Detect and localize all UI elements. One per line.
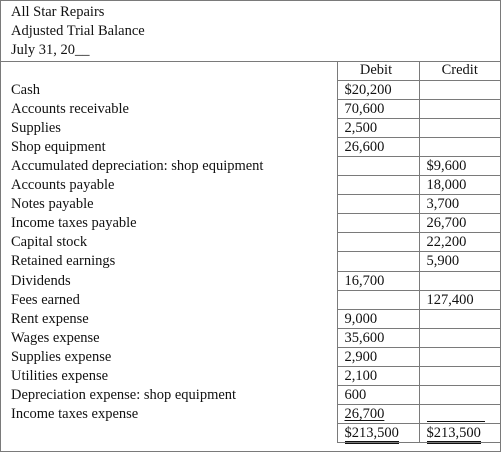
credit-amount: 26,700 bbox=[419, 214, 500, 233]
table-row bbox=[1, 214, 500, 233]
account-name: Notes payable bbox=[1, 195, 337, 214]
credit-amount bbox=[419, 405, 500, 424]
credit-amount bbox=[419, 99, 500, 118]
debit-amount: $20,200 bbox=[337, 80, 419, 99]
debit-amount: 26,600 bbox=[337, 137, 419, 156]
debit-total-cell bbox=[337, 424, 419, 443]
table-row bbox=[1, 99, 500, 118]
table-row bbox=[1, 309, 500, 328]
credit-amount bbox=[419, 328, 500, 347]
table-row bbox=[1, 80, 500, 99]
credit-amount: $9,600 bbox=[419, 156, 500, 175]
credit-amount bbox=[419, 118, 500, 137]
table-row bbox=[1, 118, 500, 137]
debit-amount: 2,900 bbox=[337, 347, 419, 366]
account-column-header bbox=[1, 61, 337, 80]
debit-amount: 2,100 bbox=[337, 367, 419, 386]
account-name: Dividends bbox=[1, 271, 337, 290]
table-row bbox=[1, 195, 500, 214]
statement-title: Adjusted Trial Balance bbox=[11, 23, 145, 39]
debit-amount bbox=[337, 195, 419, 214]
credit-amount bbox=[419, 367, 500, 386]
credit-subtotal-rule bbox=[427, 409, 485, 422]
credit-amount: 18,000 bbox=[419, 176, 500, 195]
table-row bbox=[1, 386, 500, 405]
account-name: Accumulated depreciation: shop equipment bbox=[1, 156, 337, 175]
debit-amount: 70,600 bbox=[337, 99, 419, 118]
account-name: Utilities expense bbox=[1, 367, 337, 386]
table-row bbox=[1, 405, 500, 424]
account-name: Shop equipment bbox=[1, 137, 337, 156]
debit-amount bbox=[337, 176, 419, 195]
account-name: Wages expense bbox=[1, 328, 337, 347]
credit-amount bbox=[419, 137, 500, 156]
account-name: Cash bbox=[1, 80, 337, 99]
credit-amount: 3,700 bbox=[419, 195, 500, 214]
table-row bbox=[1, 233, 500, 252]
totals-label-cell bbox=[1, 424, 337, 443]
debit-amount bbox=[337, 290, 419, 309]
account-name: Rent expense bbox=[1, 309, 337, 328]
debit-amount: 9,000 bbox=[337, 309, 419, 328]
credit-amount: 5,900 bbox=[419, 252, 500, 271]
account-name: Income taxes payable bbox=[1, 214, 337, 233]
totals-row bbox=[1, 424, 500, 443]
debit-amount: 600 bbox=[337, 386, 419, 405]
table-row bbox=[1, 328, 500, 347]
debit-amount bbox=[337, 214, 419, 233]
credit-amount bbox=[419, 386, 500, 405]
table-row bbox=[1, 367, 500, 386]
trial-balance-table bbox=[1, 61, 500, 443]
statement-header bbox=[1, 1, 500, 62]
account-name: Accounts payable bbox=[1, 176, 337, 195]
account-name: Income taxes expense bbox=[1, 405, 337, 424]
credit-total: $213,500 bbox=[427, 425, 481, 444]
debit-column-header: Debit bbox=[337, 61, 419, 80]
account-name: Fees earned bbox=[1, 290, 337, 309]
credit-column-header: Credit bbox=[419, 61, 500, 80]
company-name: All Star Repairs bbox=[11, 4, 105, 20]
credit-amount bbox=[419, 80, 500, 99]
table-row bbox=[1, 290, 500, 309]
account-name: Supplies bbox=[1, 118, 337, 137]
debit-amount: 2,500 bbox=[337, 118, 419, 137]
debit-amount bbox=[337, 233, 419, 252]
credit-amount: 127,400 bbox=[419, 290, 500, 309]
credit-amount bbox=[419, 271, 500, 290]
table-row bbox=[1, 156, 500, 175]
statement-date: July 31, 20__ bbox=[11, 42, 90, 58]
credit-amount bbox=[419, 347, 500, 366]
table-row bbox=[1, 137, 500, 156]
account-name: Retained earnings bbox=[1, 252, 337, 271]
table-row bbox=[1, 347, 500, 366]
debit-total: $213,500 bbox=[345, 425, 399, 444]
credit-total-cell bbox=[419, 424, 500, 443]
account-name: Depreciation expense: shop equipment bbox=[1, 386, 337, 405]
account-name: Accounts receivable bbox=[1, 99, 337, 118]
debit-amount bbox=[337, 405, 419, 424]
debit-amount-underlined: 26,700 bbox=[344, 406, 385, 423]
debit-amount: 16,700 bbox=[337, 271, 419, 290]
table-row bbox=[1, 252, 500, 271]
account-name: Capital stock bbox=[1, 233, 337, 252]
table-row bbox=[1, 176, 500, 195]
debit-amount: 35,600 bbox=[337, 328, 419, 347]
credit-amount: 22,200 bbox=[419, 233, 500, 252]
debit-amount bbox=[337, 156, 419, 175]
table-row bbox=[1, 271, 500, 290]
column-header-row bbox=[1, 61, 500, 80]
debit-amount bbox=[337, 252, 419, 271]
account-name: Supplies expense bbox=[1, 347, 337, 366]
credit-amount bbox=[419, 309, 500, 328]
